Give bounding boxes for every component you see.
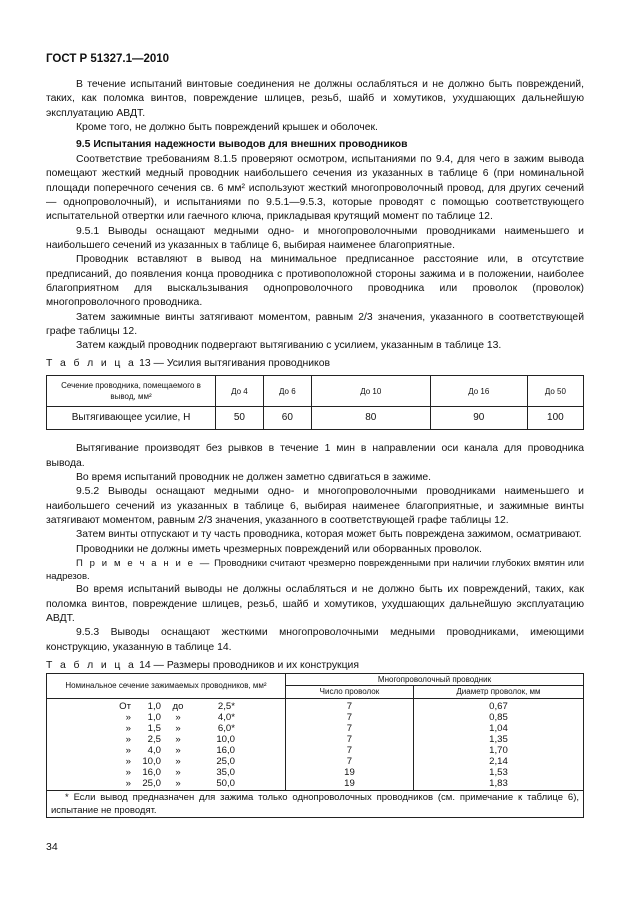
paragraph: Затем зажимные винты затягивают моментом, равным 2/3 значения, указанного в соответствующей графе таблицы 12. bbox=[46, 311, 584, 338]
paragraph: Проводники не должны иметь чрезмерных повреждений или оборванных проволок. bbox=[76, 543, 482, 555]
table-row bbox=[51, 768, 281, 779]
table-header-cell: Номинальное сечение зажимаемых проводников, мм² bbox=[47, 674, 286, 698]
table-cell: 90 bbox=[430, 407, 527, 430]
table-row bbox=[51, 757, 281, 768]
caption-prefix: Т а б л и ц а bbox=[46, 357, 137, 369]
table-cell: 1,83 bbox=[489, 777, 508, 789]
table-cell: 35,0 bbox=[216, 766, 235, 778]
table-cell: 1,35 bbox=[489, 733, 508, 745]
table-cell: до bbox=[172, 700, 184, 712]
table-header-cell: До 50 bbox=[527, 376, 583, 407]
table-row bbox=[47, 407, 584, 430]
table-header-cell: До 16 bbox=[430, 376, 527, 407]
paragraph: Проводник вставляют в вывод на минимальное предписанное расстояние или, в отсутствие предписаний, до появления конца проводника с противоположной стороны зажима и в положении, наиболее благоприятном для выскальзывания однопроволочного проводника или проволок (проволок) многопроволочного проводника. bbox=[46, 254, 584, 309]
table-cell: » bbox=[175, 755, 181, 767]
table-cell: 16,0 bbox=[216, 744, 235, 756]
table-cell: 19 bbox=[344, 766, 355, 778]
section-title: 9.5 Испытания надежности выводов для внешних проводников bbox=[76, 139, 408, 151]
table-cell: » bbox=[125, 711, 131, 723]
table-row bbox=[51, 746, 281, 757]
table-cell: Вытягивающее усилие, Н bbox=[47, 407, 216, 430]
table-header-cell: Многопроволочный проводник bbox=[286, 674, 584, 686]
caption-text: 14 — Размеры проводников и их конструкция bbox=[139, 660, 359, 672]
table-cell: 7 bbox=[346, 733, 353, 745]
table-cell: » bbox=[175, 722, 181, 734]
table-cell: 50,0 bbox=[216, 777, 235, 789]
table-header-cell: До 6 bbox=[263, 376, 311, 407]
table-cell: От bbox=[119, 700, 131, 712]
table-cell: 7 bbox=[346, 744, 353, 756]
paragraph: Вытягивание производят без рывков в течение 1 мин в направлении оси канала для проводника вывода. bbox=[46, 443, 584, 469]
table-header-cell: Число проволок bbox=[286, 686, 414, 698]
paragraph: Кроме того, не должно быть повреждений крышек и оболочек. bbox=[76, 122, 378, 134]
paragraph: 9.5.2 Выводы оснащают медными одно- и многопроволочными проводниками наименьшего и наибольшего сечений из указанных в таблице 6, выбирая наименее благоприятные, и зажимные винты затягивают моментом, равным 2/3 значения, указанного в соответствующей графе таблицы 12. bbox=[46, 486, 584, 526]
table-header-cell: До 4 bbox=[216, 376, 264, 407]
paragraph: 9.5.3 Выводы оснащают жесткими многопроволочными медными проводниками, имеющими конструкцию, указанную в таблице 14. bbox=[46, 627, 584, 653]
table-cell: 7 bbox=[346, 700, 353, 712]
paragraph: Во время испытаний проводник не должен заметно сдвигаться в зажиме. bbox=[76, 471, 432, 483]
table-cell: 2,5* bbox=[217, 700, 235, 712]
table14 bbox=[46, 673, 584, 817]
table-cell: » bbox=[125, 777, 131, 789]
table-footnote: * Если вывод предназначен для зажима только однопроволочных проводников (см. примечание к таблице 6), испытание не проводят. bbox=[47, 790, 584, 817]
table-header-row bbox=[47, 674, 584, 686]
paragraph: Соответствие требованиям 8.1.5 проверяют осмотром, испытаниями по 9.4, для чего в зажим вывода помещают жесткий медный проводник наибольшего сечения из указанных в таблице 6 (при номинальной площади поперечного сечения св. 6 мм² используют жесткий многопроволочный провод, для других сечений — однопроволочный), и испытаниями по 9.5.1—9.5.3, которые проводят с помощью соответствующего испытательной отвертки или гаечного ключа, прикладывая крутящий момент по таблице 12. bbox=[46, 153, 584, 223]
table-cell: 50 bbox=[216, 407, 264, 430]
table-cell: 19 bbox=[344, 777, 355, 789]
table-cell: » bbox=[125, 722, 131, 734]
table-cell: 80 bbox=[311, 407, 430, 430]
table-header-cell: Диаметр проволок, мм bbox=[413, 686, 583, 698]
table-row bbox=[51, 713, 281, 724]
paragraph: Затем каждый проводник подвергают вытягиванию с усилием, указанным в таблице 13. bbox=[76, 340, 502, 352]
table-cell: » bbox=[175, 733, 181, 745]
table-cell-sections bbox=[47, 698, 286, 790]
table-cell: » bbox=[175, 766, 181, 778]
table-header-cell: До 10 bbox=[311, 376, 430, 407]
table-row bbox=[51, 735, 281, 746]
table-cell: 1,04 bbox=[489, 722, 508, 734]
table-cell: 6,0* bbox=[217, 722, 235, 734]
table-cell: 10,0 bbox=[142, 755, 161, 767]
table-cell: 60 bbox=[263, 407, 311, 430]
table-cell: 7 bbox=[346, 722, 353, 734]
table-cell: 0,67 bbox=[489, 700, 508, 712]
table-cell: 1,0 bbox=[147, 711, 161, 723]
document-body bbox=[46, 78, 584, 818]
table-cell: 2,14 bbox=[489, 755, 508, 767]
table13 bbox=[46, 375, 584, 430]
caption-text: 13 — Усилия вытягивания проводников bbox=[139, 357, 331, 369]
table-body bbox=[47, 698, 584, 790]
table-cell: 2,5 bbox=[147, 733, 161, 745]
page-number: 34 bbox=[46, 841, 58, 853]
paragraph: 9.5.1 Выводы оснащают медными одно- и многопроволочными проводниками наименьшего и наибольшего сечений из указанных в таблице 6, выбирая наименее благоприятные. bbox=[46, 225, 584, 251]
table-cell: 16,0 bbox=[142, 766, 161, 778]
table-row bbox=[51, 702, 281, 713]
table-header-cell: Сечение проводника, помещаемого в вывод, мм² bbox=[47, 376, 216, 407]
table-cell: 7 bbox=[346, 711, 353, 723]
table-cell: 1,70 bbox=[489, 744, 508, 756]
table-row bbox=[51, 724, 281, 735]
table-cell: 7 bbox=[346, 755, 353, 767]
table-cell: 25,0 bbox=[216, 755, 235, 767]
table-cell: 4,0* bbox=[217, 711, 235, 723]
caption-prefix: Т а б л и ц а bbox=[46, 660, 137, 672]
table-cell: » bbox=[125, 755, 131, 767]
table-cell-diameters bbox=[413, 698, 583, 790]
table-cell: » bbox=[175, 711, 181, 723]
table-cell: » bbox=[175, 777, 181, 789]
table-footnote-row bbox=[47, 790, 584, 817]
table14-caption bbox=[46, 659, 584, 673]
table-cell: » bbox=[175, 744, 181, 756]
table-cell: 100 bbox=[527, 407, 583, 430]
table-cell: 0,85 bbox=[489, 711, 508, 723]
paragraph: Во время испытаний выводы не должны ослабляться и не должно быть их повреждений, таких, как поломка винтов, повреждение шлицев, резьб, шайб и хомутиков, ухудшающих дальнейшую эксплуатацию АВДТ. bbox=[46, 584, 584, 624]
table-cell: » bbox=[125, 766, 131, 778]
table-cell: 25,0 bbox=[142, 777, 161, 789]
table-cell: 4,0 bbox=[147, 744, 161, 756]
table13-caption bbox=[46, 357, 584, 371]
paragraph: Затем винты отпускают и ту часть проводника, которая может быть повреждена зажимом, осматривают. bbox=[76, 529, 582, 541]
note bbox=[46, 557, 584, 583]
table-cell: 1,0 bbox=[147, 700, 161, 712]
page-header: ГОСТ Р 51327.1—2010 bbox=[46, 53, 170, 65]
table-cell-counts bbox=[286, 698, 414, 790]
table-cell: 10,0 bbox=[216, 733, 235, 745]
table-cell: 1,53 bbox=[489, 766, 508, 778]
note-prefix: П р и м е ч а н и е — bbox=[76, 558, 212, 570]
paragraph: В течение испытаний винтовые соединения не должны ослабляться и не должно быть повреждений, таких, как поломка винтов, повреждение шлицев, резьб, шайб и хомутиков, ухудшающих дальнейшую эксплуатацию АВДТ. bbox=[46, 79, 584, 119]
table-header-row bbox=[47, 376, 584, 407]
table-cell: » bbox=[125, 744, 131, 756]
table-cell: 1,5 bbox=[147, 722, 161, 734]
table-row bbox=[51, 779, 281, 790]
table-cell: » bbox=[125, 733, 131, 745]
note-text: Проводники считают чрезмерно поврежденными при наличии глубоких вмятин или надрезов. bbox=[46, 558, 584, 583]
